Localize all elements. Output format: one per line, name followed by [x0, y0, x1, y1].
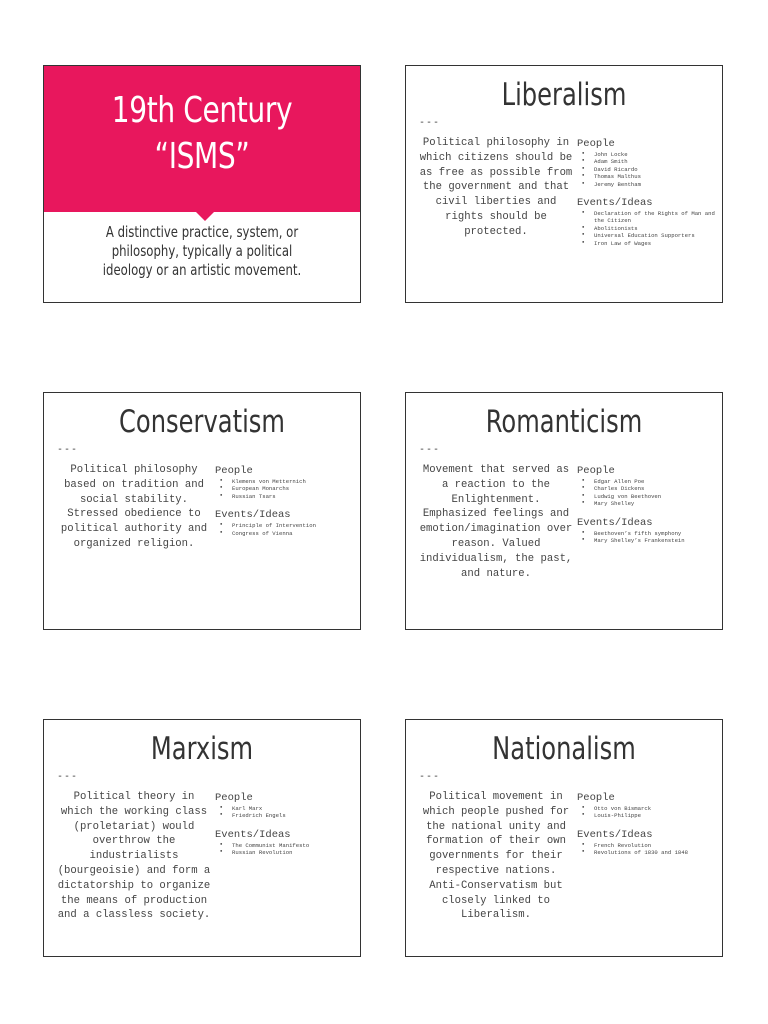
slide-description: Political movement in which people pushed for the national unity and formation of their own governments for their respective nations. Anti-Conservatism but closely linked to Liberalism. [422, 791, 570, 922]
side-column [215, 465, 359, 546]
list-item: ● Iron Law of Wages [577, 240, 721, 247]
divider-dashes: --- [419, 117, 441, 128]
slide-conservatism [43, 392, 361, 630]
people-list [577, 151, 721, 188]
list-item: ● Mary Shelley [577, 500, 721, 507]
events-label: Events/Ideas [215, 828, 291, 841]
list-item: ● Declaration of the Rights of Man and the Citizen [577, 210, 721, 225]
banner-pointer [196, 212, 214, 221]
events-list [577, 842, 721, 857]
slide-romanticism [405, 392, 723, 630]
list-item: ● French Revolution [577, 842, 721, 849]
list-item: ● John Locke [577, 151, 721, 158]
list-item: ● Friedrich Engels [215, 812, 359, 819]
list-item: ● David Ricardo [577, 166, 721, 173]
list-item: ● Adam Smith [577, 158, 721, 165]
list-item: ● Thomas Malthus [577, 173, 721, 180]
list-item: ● Otto von Bismarck [577, 805, 721, 812]
slide-description: Political philosophy based on tradition and social stability. Stressed obedience to political authority and organized religion. [60, 464, 208, 550]
divider-dashes: --- [419, 771, 441, 782]
slide-heading: Marxism [150, 731, 254, 767]
people-list [215, 478, 359, 500]
side-column [577, 138, 721, 256]
list-item: ● Congress of Vienna [215, 530, 359, 537]
events-label: Events/Ideas [577, 828, 653, 841]
events-list [215, 522, 359, 537]
list-item: ● Revolutions of 1830 and 1848 [577, 849, 721, 856]
title-slide [43, 65, 361, 303]
events-label: Events/Ideas [577, 197, 653, 210]
people-label: People [577, 465, 615, 477]
slide-heading: Liberalism [501, 77, 627, 113]
list-item: ● Klemens von Metternich [215, 478, 359, 485]
people-label: People [215, 465, 253, 477]
people-label: People [215, 792, 253, 804]
slide-heading: Nationalism [492, 731, 636, 767]
list-item: ● Universal Education Supporters [577, 232, 721, 239]
people-list [577, 805, 721, 820]
list-item: ● Charles Dickens [577, 485, 721, 492]
list-item: ● Russian Revolution [215, 849, 359, 856]
slide-heading: Conservatism [119, 404, 285, 440]
list-item: ● Abolitionists [577, 225, 721, 232]
slide-subtitle: A distinctive practice, system, or philosophy, typically a political ideology or an artistic movement. [102, 223, 302, 279]
list-item: ● Jeremy Bentham [577, 181, 721, 188]
slide-title [79, 88, 325, 180]
list-item: ● Russian Tsars [215, 493, 359, 500]
events-list [215, 842, 359, 857]
slide-nationalism [405, 719, 723, 957]
events-label: Events/Ideas [215, 509, 291, 522]
list-item: ● European Monarchs [215, 485, 359, 492]
divider-dashes: --- [419, 444, 441, 455]
side-column [577, 465, 721, 553]
slide-marxism [43, 719, 361, 957]
list-item: ● Louis-Philippe [577, 812, 721, 819]
list-item: ● The Communist Manifesto [215, 842, 359, 849]
events-list [577, 530, 721, 545]
side-column [577, 792, 721, 866]
title-banner [44, 66, 360, 212]
events-label: Events/Ideas [577, 516, 653, 529]
people-list [215, 805, 359, 820]
divider-dashes: --- [57, 771, 79, 782]
title-line-2: “ISMS” [154, 136, 250, 177]
side-column [215, 792, 359, 866]
slide-description: Political philosophy in which citizens should be as free as possible from the government and that civil liberties and rights should be protected. [419, 137, 573, 238]
divider-dashes: --- [57, 444, 79, 455]
list-item: ● Mary Shelley’s Frankenstein [577, 537, 721, 544]
list-item: ● Edgar Allen Poe [577, 478, 721, 485]
people-list [577, 478, 721, 508]
slide-liberalism [405, 65, 723, 303]
list-item: ● Principle of Intervention [215, 522, 359, 529]
slide-description: Movement that served as a reaction to the Enlightenment. Emphasized feelings and emotion/imagination over reason. Valued individualism, the past, and nature. [419, 464, 573, 580]
list-item: ● Ludwig von Beethoven [577, 493, 721, 500]
people-label: People [577, 792, 615, 804]
title-line-1: 19th Century [111, 90, 293, 131]
list-item: ● Beethoven’s fifth symphony [577, 530, 721, 537]
people-label: People [577, 138, 615, 150]
list-item: ● Karl Marx [215, 805, 359, 812]
slide-description: Political theory in which the working class (proletariat) would overthrow the industrialists (bourgeoisie) and form a dictatorship to organize the means of production and a classless society. [57, 791, 211, 922]
slide-heading: Romanticism [485, 404, 643, 440]
events-list [577, 210, 721, 247]
